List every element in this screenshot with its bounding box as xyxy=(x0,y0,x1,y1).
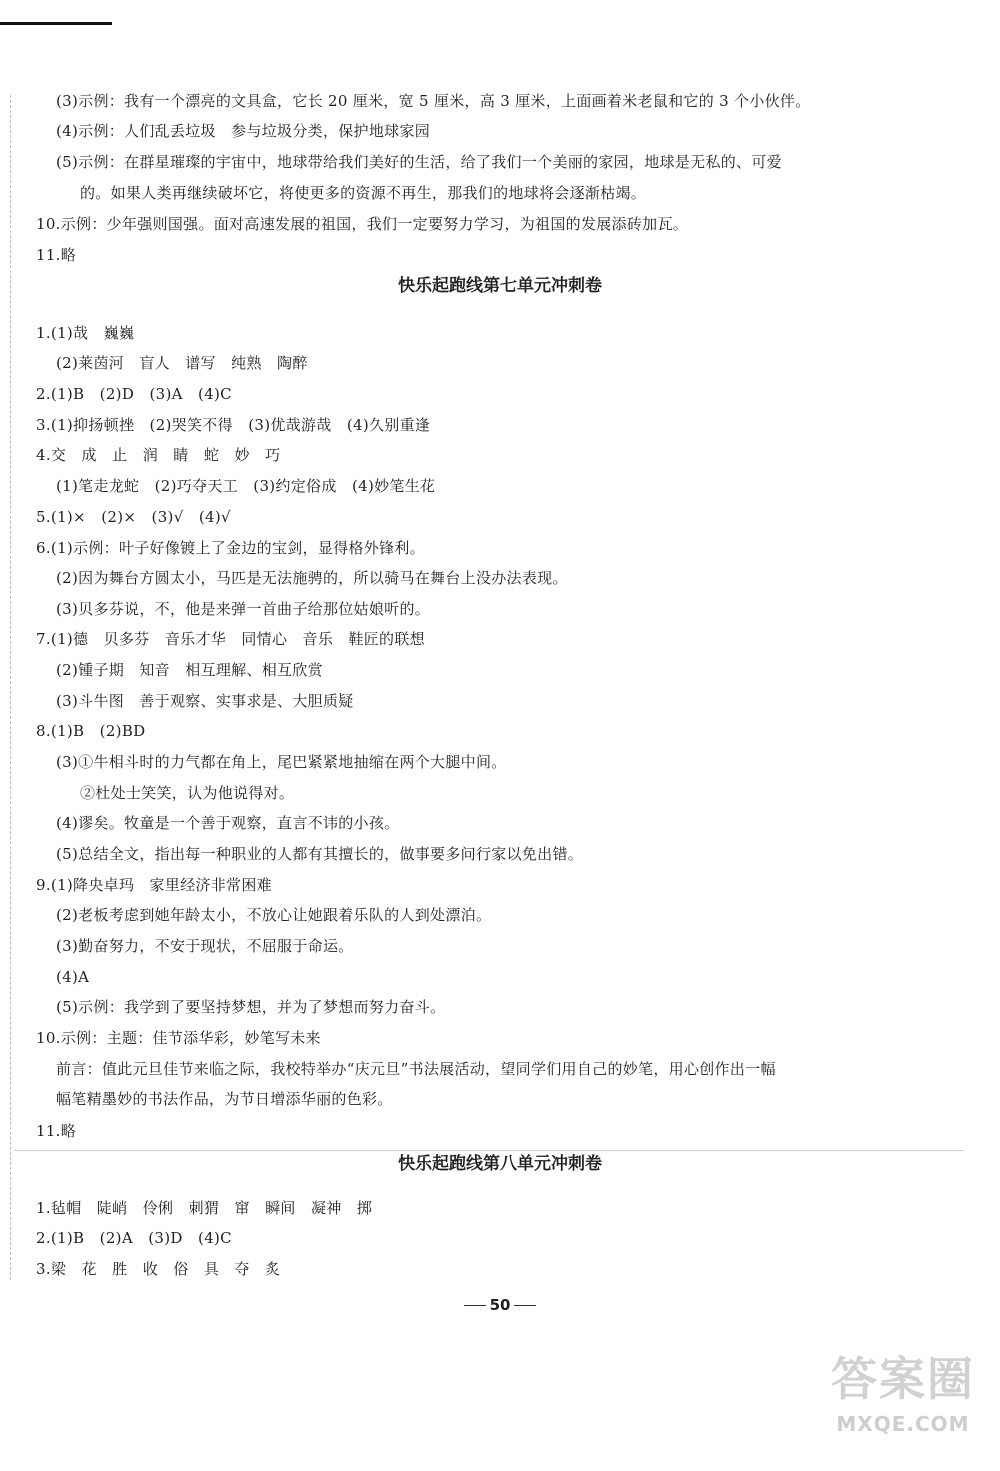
answer-line: (2)老板考虑到她年龄太小，不放心让她跟着乐队的人到处漂泊。 xyxy=(56,906,492,924)
answer-line: (1)笔走龙蛇 (2)巧夺天工 (3)约定俗成 (4)妙笔生花 xyxy=(56,477,436,495)
answer-line: (2)莱茵河 盲人 谱写 纯熟 陶醉 xyxy=(56,354,308,372)
answer-line: 11.略 xyxy=(36,246,77,264)
binding-margin-line xyxy=(10,95,12,1280)
answer-line: 2.(1)B (2)D (3)A (4)C xyxy=(36,385,232,403)
page-number-dash xyxy=(464,1305,486,1306)
answer-line: 9.(1)降央卓玛 家里经济非常困难 xyxy=(36,876,272,894)
top-rule xyxy=(0,22,112,25)
page-number-dash xyxy=(514,1305,536,1306)
page-number-text: 50 xyxy=(489,1296,511,1314)
answer-line: 前言：值此元旦佳节来临之际，我校特举办“庆元旦”书法展活动，望同学们用自己的妙笔，用心创作出一幅 xyxy=(56,1060,776,1078)
answer-line: (3)示例：我有一个漂亮的文具盒，它长 20 厘米，宽 5 厘米，高 3 厘米，上面画着米老鼠和它的 3 个小伙伴。 xyxy=(56,92,811,110)
answer-line: 1.(1)哉 巍巍 xyxy=(36,324,135,342)
answer-line: ②杜处士笑笑，认为他说得对。 xyxy=(80,784,295,802)
answer-line: (3)贝多芬说，不，他是来弹一首曲子给那位姑娘听的。 xyxy=(56,600,431,618)
answer-line: 2.(1)B (2)A (3)D (4)C xyxy=(36,1229,232,1247)
answer-line: 7.(1)德 贝多芬 音乐才华 同情心 音乐 鞋匠的联想 xyxy=(36,630,425,648)
page-number xyxy=(0,1296,1000,1314)
answer-line: (2)锺子期 知音 相互理解、相互欣赏 xyxy=(56,661,323,679)
answer-line: 4.交 成 止 润 睛 蛇 妙 巧 xyxy=(36,446,281,464)
answer-line: 6.(1)示例：叶子好像镀上了金边的宝剑，显得格外锋利。 xyxy=(36,539,425,557)
answer-line: (5)总结全文，指出每一种职业的人都有其擅长的，做事要多问行家以免出错。 xyxy=(56,845,584,863)
answer-line: (3)斗牛图 善于观察、实事求是、大胆质疑 xyxy=(56,692,354,710)
watermark xyxy=(828,1349,978,1457)
answer-line: (4)示例：人们乱丢垃圾 参与垃圾分类，保护地球家园 xyxy=(56,122,431,140)
answer-line: 3.(1)抑扬顿挫 (2)哭笑不得 (3)优哉游哉 (4)久别重逢 xyxy=(36,416,431,434)
section-title-unit7: 快乐起跑线第七单元冲刺卷 xyxy=(398,276,602,296)
answer-line: 5.(1)× (2)× (3)√ (4)√ xyxy=(36,508,231,526)
answer-line: (3)勤奋努力，不安于现状，不屈服于命运。 xyxy=(56,937,354,955)
answer-line: (5)示例：我学到了要坚持梦想，并为了梦想而努力奋斗。 xyxy=(56,998,446,1016)
answer-line: (4)A xyxy=(56,968,90,986)
answer-line: (4)谬矣。牧童是一个善于观察，直言不讳的小孩。 xyxy=(56,814,400,832)
answer-line: (5)示例：在群星璀璨的宇宙中，地球带给我们美好的生活，给了我们一个美丽的家园，地球是无私的、可爱 xyxy=(56,153,782,171)
answer-line: 8.(1)B (2)BD xyxy=(36,722,146,740)
answer-line: 11.略 xyxy=(36,1122,77,1140)
answer-line: 的。如果人类再继续破坏它，将使更多的资源不再生，那我们的地球将会逐渐枯竭。 xyxy=(80,184,647,202)
answer-line: 幅笔精墨妙的书法作品，为节日增添华丽的色彩。 xyxy=(56,1090,393,1108)
answer-line: 10.示例：少年强则国强。面对高速发展的祖国，我们一定要努力学习，为祖国的发展添砖加瓦。 xyxy=(36,215,689,233)
answer-line: (3)①牛相斗时的力气都在角上，尾巴紧紧地抽缩在两个大腿中间。 xyxy=(56,753,507,771)
section-title-unit8: 快乐起跑线第八单元冲刺卷 xyxy=(398,1154,602,1174)
answer-line: 10.示例：主题：佳节添华彩，妙笔写未来 xyxy=(36,1029,321,1047)
section-divider xyxy=(14,1150,964,1151)
answer-line: 3.梁 花 胜 收 俗 具 夺 炙 xyxy=(36,1260,281,1278)
answer-line: (2)因为舞台方圆太小，马匹是无法施骋的，所以骑马在舞台上没办法表现。 xyxy=(56,569,568,587)
watermark-logo: 答案圈 xyxy=(831,1352,975,1406)
answer-line: 1.毡帽 陡峭 伶俐 刺猬 窜 瞬间 凝神 掷 xyxy=(36,1199,373,1217)
watermark-url: MXQE.COM xyxy=(836,1412,970,1436)
